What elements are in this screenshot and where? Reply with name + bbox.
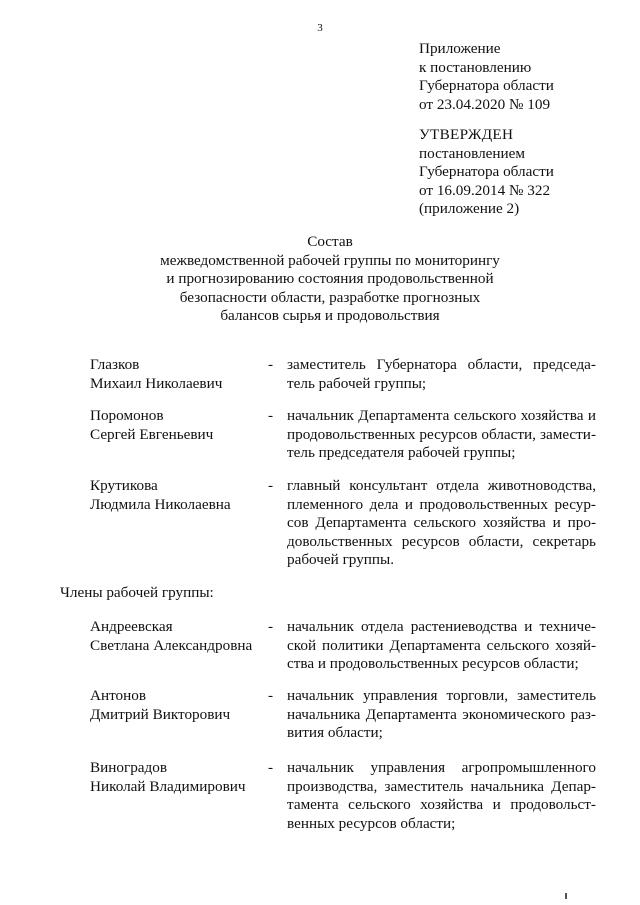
approval-line: Губернатора области [419,163,554,180]
role-description [287,407,596,463]
role-line: ской политики Департамента сельского хозяй- [287,636,596,654]
role-line: начальник отдела растениеводства и техниче- [287,618,596,635]
role-line: вития области; [287,724,383,741]
appendix-line: Губернатора области [419,77,554,94]
role-description [287,687,596,743]
dash: - [268,407,274,424]
surname: Антонов [90,687,147,704]
role-line: сов Департамента сельского хозяйства и про- [287,514,596,531]
role-line: тель рабочей группы; [287,374,427,392]
role-description [287,356,596,393]
person-name [90,618,260,655]
document-heading [0,233,640,326]
role-line: тамента сельского хозяйства и продовольст- [287,796,596,813]
role-line: довольственных ресурсов области, секретарь [287,532,596,550]
appendix-line: от 23.04.2020 № 109 [419,95,551,113]
approval-block [419,126,619,219]
members-heading: Члены рабочей группы: [60,584,214,601]
role-line: рабочей группы. [287,551,395,568]
person-name [90,477,260,514]
given-names: Дмитрий Викторович [90,705,231,723]
heading-line: межведомственной рабочей группы по мониторингу [160,251,500,269]
surname: Поромонов [90,407,164,424]
person-name [90,356,260,393]
role-line: заместитель Губернатора области, председа- [287,356,596,373]
heading-line: и прогнозированию состояния продовольственной [166,270,494,287]
role-description [287,618,596,674]
given-names: Людмила Николаевна [90,495,231,513]
role-line: начальник управления агропромышленного [287,759,596,776]
dash: - [268,356,274,373]
scan-mark [565,893,567,899]
role-line: продовольственных ресурсов области, замести- [287,425,596,443]
appendix-line: Приложение [419,40,501,57]
dash: - [268,687,274,704]
dash: - [268,477,274,494]
given-names: Сергей Евгеньевич [90,425,214,443]
page-number: 3 [317,22,323,34]
surname: Глазков [90,356,140,373]
person-name [90,407,260,444]
role-line: главный консультант отдела животноводства, [287,477,596,494]
surname: Крутикова [90,477,158,494]
role-line: тель председателя рабочей группы; [287,444,516,461]
given-names: Михаил Николаевич [90,374,223,392]
dash: - [268,759,274,776]
approval-line: (приложение 2) [419,200,520,217]
role-line: производства, заместитель начальника Депар- [287,777,596,795]
role-line: племенного дела и продовольственных ресур- [287,495,596,513]
appendix-line: к постановлению [419,58,532,76]
role-line: ства и продовольственных ресурсов области; [287,655,579,672]
appendix-block [419,40,619,114]
role-line: начальника Департамента экономического раз- [287,705,596,723]
role-line: венных ресурсов области; [287,814,456,832]
role-description [287,759,596,833]
heading-line: безопасности области, разработке прогнозных [179,288,481,306]
surname: Виноградов [90,759,168,776]
dash: - [268,618,274,635]
approval-line: постановлением [419,144,526,162]
role-line: начальник управления торговли, заместитель [287,687,596,704]
role-line: начальник Департамента сельского хозяйства и [287,407,596,424]
person-name [90,759,260,796]
approval-title: УТВЕРЖДЕН [419,126,514,143]
given-names: Светлана Александровна [90,636,253,654]
role-description [287,477,596,570]
surname: Андреевская [90,618,173,635]
approval-line: от 16.09.2014 № 322 [419,181,551,199]
given-names: Николай Владимирович [90,777,246,795]
heading-line: Состав [307,233,353,250]
heading-line: балансов сырья и продовольствия [220,307,440,324]
person-name [90,687,260,724]
